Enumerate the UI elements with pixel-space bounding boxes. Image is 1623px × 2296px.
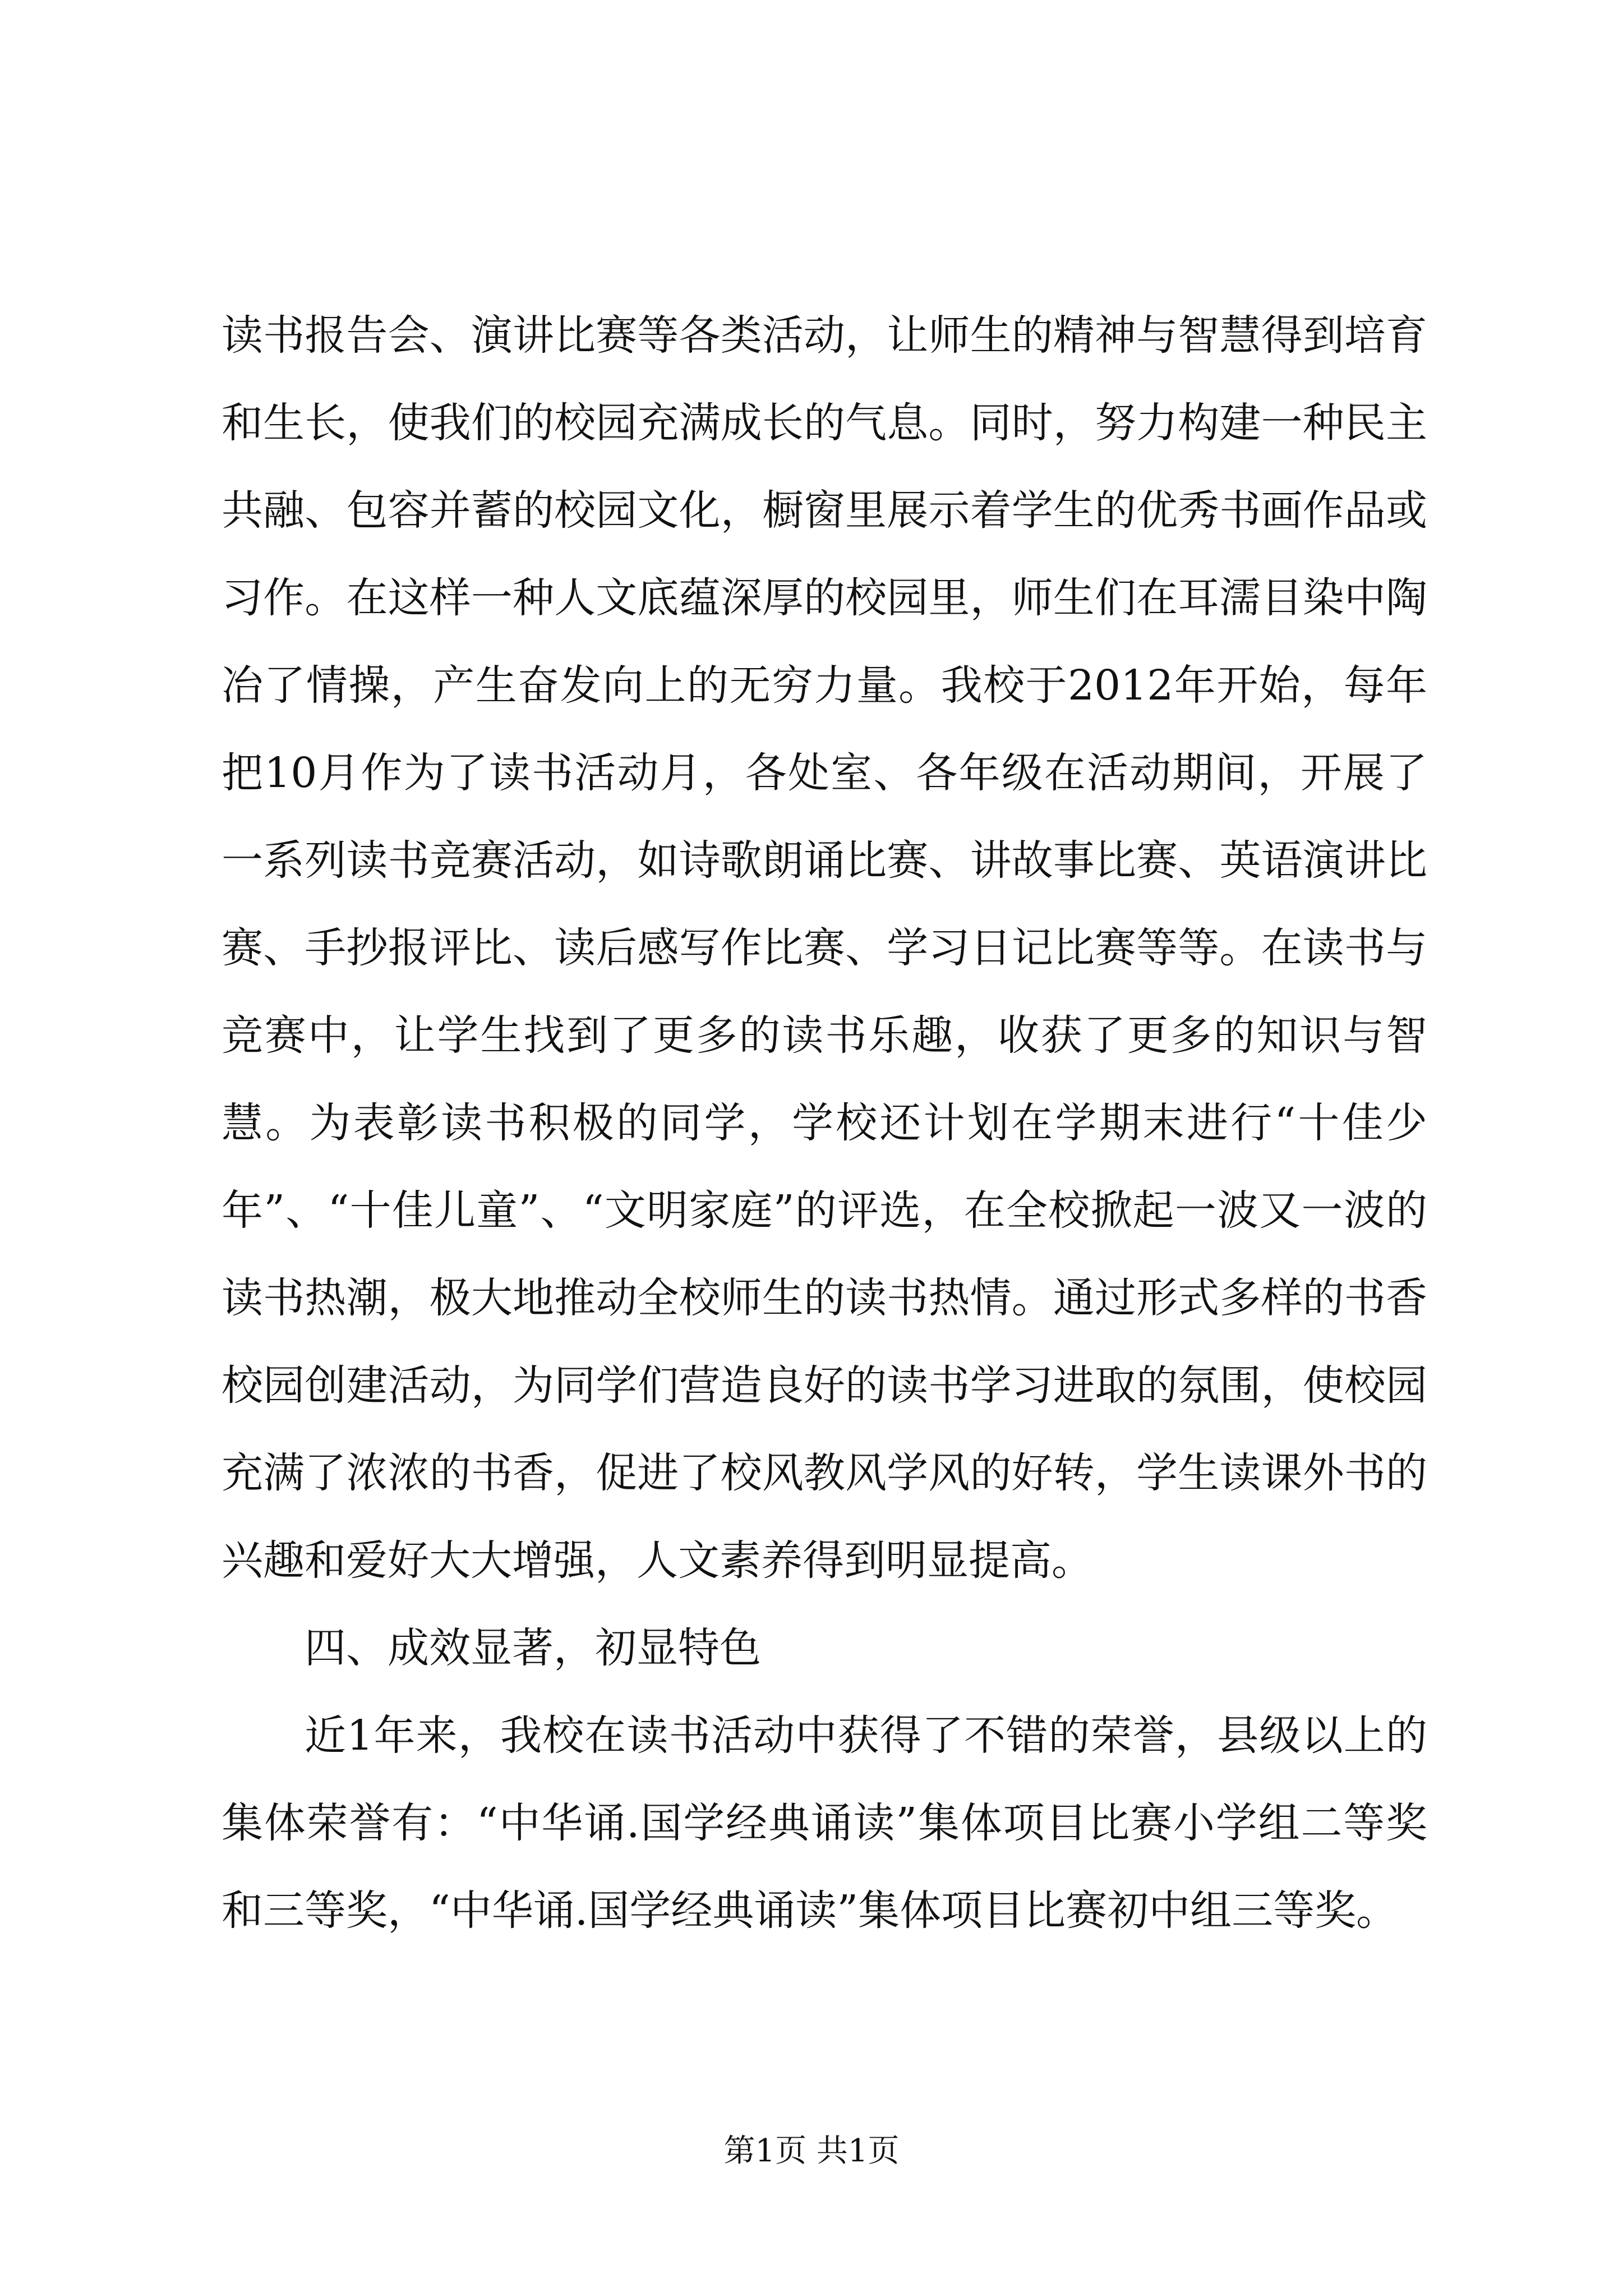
page-number: 第1页 共1页 [723, 2133, 900, 2169]
paragraph-reading-activities: 读书报告会、演讲比赛等各类活动，让师生的精神与智慧得到培育和生长，使我们的校园充满成长的气息。同时，努力构建一种民主共融、包容并蓄的校园文化，橱窗里展示着学生的优秀书画作品或习作。在这样一种人文底蕴深厚的校园里，师生们在耳濡目染中陶冶了情操，产生奋发向上的无穷力量。我校于2012年开始，每年把10月作为了读书活动月，各处室、各年级在活动期间，开展了一系列读书竞赛活动，如诗歌朗诵比赛、讲故事比赛、英语演讲比赛、手抄报评比、读后感写作比赛、学习日记比赛等等。在读书与竞赛中，让学生找到了更多的读书乐趣，收获了更多的知识与智慧。为表彰读书积极的同学，学校还计划在学期末进行“十佳少年”、“十佳儿童”、“文明家庭”的评选，在全校掀起一波又一波的读书热潮，极大地推动全校师生的读书热情。通过形式多样的书香校园创建活动，为同学们营造良好的读书学习进取的氛围，使校园充满了浓浓的书香，促进了校风教风学风的好转，学生读课外书的兴趣和爱好大大增强，人文素养得到明显提高。 [222, 311, 1427, 1585]
paragraph-honors: 近1年来，我校在读书活动中获得了不错的荣誉，县级以上的集体荣誉有：“中华诵.国学经典诵读”集体项目比赛小学组二等奖和三等奖，“中华诵.国学经典诵读”集体项目比赛初中组三等奖。 [222, 1711, 1427, 1935]
document-body [222, 292, 1427, 1954]
section-heading-results: 四、成效显著，初显特色 [305, 1624, 761, 1672]
page-footer [0, 2129, 1623, 2174]
